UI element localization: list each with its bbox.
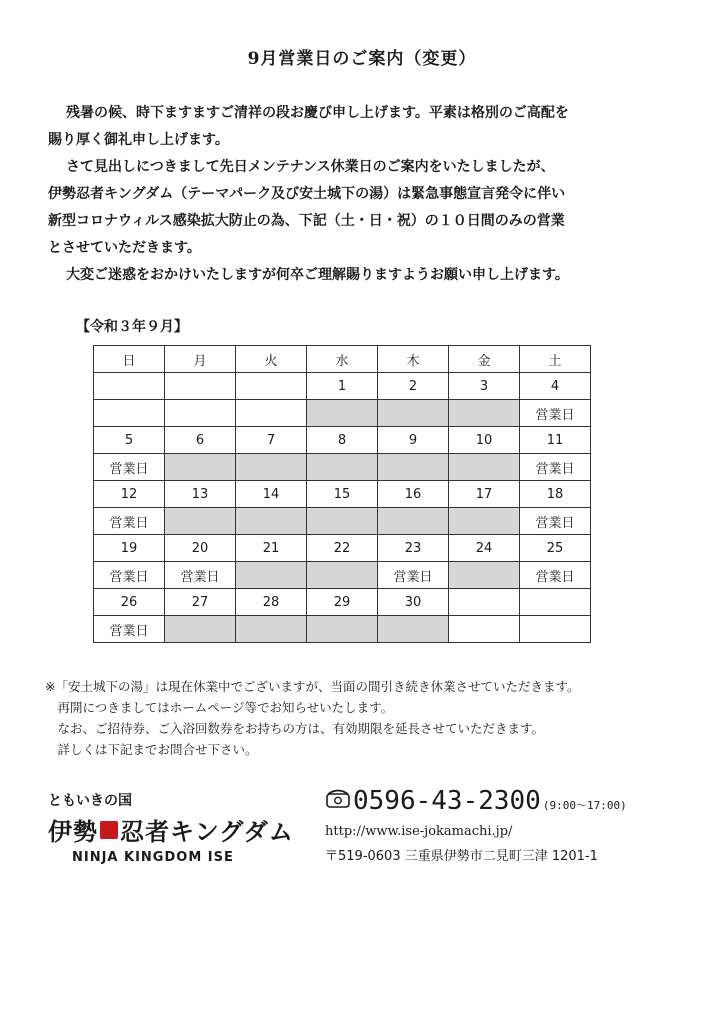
calendar-status-cell <box>307 616 378 643</box>
calendar-date-cell: 15 <box>307 481 378 508</box>
phone-number: 0596-43-2300 <box>353 786 541 816</box>
website-url[interactable]: http://www.ise-jokamachi.jp/ <box>325 824 513 839</box>
calendar-date-cell: 23 <box>378 535 449 562</box>
calendar-status-cell: 営業日 <box>165 562 236 589</box>
calendar-status-cell <box>236 562 307 589</box>
body-line: 賜り厚く御礼申し上げます。 <box>48 132 229 148</box>
telephone-icon <box>325 787 351 809</box>
calendar-date-cell: 9 <box>378 427 449 454</box>
body-line: 伊勢忍者キングダム（テーマパーク及び安土城下の湯）は緊急事態宣言発令に伴い <box>48 186 566 202</box>
calendar-date-cell: 29 <box>307 589 378 616</box>
calendar-date-row <box>94 481 591 508</box>
ninja-mark-icon <box>100 821 118 839</box>
calendar-date-cell: 5 <box>94 427 165 454</box>
calendar-status-row <box>94 562 591 589</box>
calendar-status-cell <box>165 616 236 643</box>
calendar-status-cell <box>520 616 591 643</box>
calendar-status-cell <box>449 400 520 427</box>
business-calendar <box>93 345 591 643</box>
calendar-status-cell <box>165 400 236 427</box>
logo-english: NINJA KINGDOM ISE <box>72 850 234 865</box>
calendar-status-cell <box>307 562 378 589</box>
calendar-status-cell <box>449 616 520 643</box>
weekday-header: 水 <box>307 346 378 373</box>
calendar-date-row <box>94 589 591 616</box>
calendar-status-cell <box>449 454 520 481</box>
calendar-date-row <box>94 427 591 454</box>
calendar-status-cell <box>307 508 378 535</box>
calendar-date-row <box>94 535 591 562</box>
logo-name-left: 伊勢 <box>48 818 98 846</box>
weekday-header: 火 <box>236 346 307 373</box>
calendar-status-cell <box>378 400 449 427</box>
calendar-date-cell <box>449 589 520 616</box>
calendar-status-cell <box>165 454 236 481</box>
calendar-status-cell <box>378 616 449 643</box>
calendar-date-cell: 30 <box>378 589 449 616</box>
calendar-status-cell <box>307 400 378 427</box>
weekday-header: 日 <box>94 346 165 373</box>
calendar-date-cell: 2 <box>378 373 449 400</box>
business-hours: (9:00～17:00) <box>542 799 627 812</box>
calendar-date-cell: 17 <box>449 481 520 508</box>
calendar-status-cell <box>165 508 236 535</box>
note-line: 再開につきましてはホームページ等でお知らせいたします。 <box>45 700 394 715</box>
calendar-status-cell <box>378 454 449 481</box>
ninja-kingdom-logo <box>48 790 298 865</box>
intro-text <box>48 100 688 289</box>
calendar-status-cell <box>236 616 307 643</box>
body-line: 新型コロナウィルス感染拡大防止の為、下記（土・日・祝）の１０日間のみの営業 <box>48 213 565 229</box>
weekday-header: 月 <box>165 346 236 373</box>
calendar-status-cell <box>94 400 165 427</box>
calendar-date-cell: 20 <box>165 535 236 562</box>
calendar-status-cell <box>449 508 520 535</box>
calendar-date-cell: 21 <box>236 535 307 562</box>
note-line: なお、ご招待券、ご入浴回数券をお持ちの方は、有効期限を延長させていただきます。 <box>45 721 545 736</box>
logo-tagline: ともいきの国 <box>48 793 132 809</box>
calendar-date-cell: 10 <box>449 427 520 454</box>
phone-line <box>325 786 705 816</box>
page-title: 9月営業日のご案内（変更） <box>247 49 477 69</box>
calendar-status-cell <box>236 454 307 481</box>
calendar-date-cell: 16 <box>378 481 449 508</box>
calendar-status-row <box>94 454 591 481</box>
weekday-header: 土 <box>520 346 591 373</box>
calendar-status-cell: 営業日 <box>520 454 591 481</box>
contact-info <box>325 786 705 864</box>
calendar-status-cell: 営業日 <box>520 562 591 589</box>
calendar-date-cell: 24 <box>449 535 520 562</box>
body-line: 大変ご迷惑をおかけいたしますが何卒ご理解賜りますようお願い申し上げます。 <box>66 267 569 283</box>
calendar-date-row <box>94 373 591 400</box>
calendar-date-cell: 1 <box>307 373 378 400</box>
note-line: 詳しくは下記までお問合せ下さい。 <box>45 742 258 757</box>
calendar-status-cell: 営業日 <box>520 400 591 427</box>
calendar-date-cell: 13 <box>165 481 236 508</box>
calendar-date-cell: 28 <box>236 589 307 616</box>
calendar-status-cell <box>378 508 449 535</box>
body-line: 残暑の候、時下ますますご清祥の段お慶び申し上げます。平素は格別のご高配を <box>66 105 569 121</box>
calendar-status-cell <box>307 454 378 481</box>
calendar-status-cell <box>449 562 520 589</box>
calendar-date-cell: 22 <box>307 535 378 562</box>
body-line: とさせていただきます。 <box>48 240 201 256</box>
postal-address: 〒519-0603 三重県伊勢市二見町三津 1201-1 <box>325 849 598 864</box>
notes <box>45 676 579 760</box>
calendar-status-row <box>94 616 591 643</box>
calendar-date-cell: 6 <box>165 427 236 454</box>
calendar-status-row <box>94 508 591 535</box>
calendar-date-cell: 14 <box>236 481 307 508</box>
calendar-date-cell: 26 <box>94 589 165 616</box>
calendar-date-cell: 18 <box>520 481 591 508</box>
calendar-status-row <box>94 400 591 427</box>
calendar-date-cell <box>236 373 307 400</box>
calendar-date-cell: 3 <box>449 373 520 400</box>
weekday-header: 金 <box>449 346 520 373</box>
note-line: ※「安土城下の湯」は現在休業中でございますが、当面の間引き続き休業させていただきます。 <box>45 679 580 694</box>
calendar-heading: 【令和３年９月】 <box>76 319 188 335</box>
logo-name <box>48 812 298 847</box>
weekday-header-row <box>94 346 591 373</box>
calendar-date-cell: 11 <box>520 427 591 454</box>
calendar-status-cell: 営業日 <box>94 562 165 589</box>
calendar-date-cell: 4 <box>520 373 591 400</box>
calendar-status-cell: 営業日 <box>94 616 165 643</box>
calendar-status-cell: 営業日 <box>378 562 449 589</box>
calendar-status-cell <box>236 400 307 427</box>
calendar-date-cell: 19 <box>94 535 165 562</box>
body-line: さて見出しにつきまして先日メンテナンス休業日のご案内をいたしましたが、 <box>66 159 555 175</box>
calendar-date-cell <box>520 589 591 616</box>
calendar-date-cell <box>165 373 236 400</box>
calendar-date-cell: 12 <box>94 481 165 508</box>
calendar-status-cell: 営業日 <box>94 454 165 481</box>
calendar-status-cell: 営業日 <box>94 508 165 535</box>
calendar-date-cell: 25 <box>520 535 591 562</box>
calendar-status-cell: 営業日 <box>520 508 591 535</box>
logo-name-right: 忍者キングダム <box>120 818 294 846</box>
calendar-date-cell: 7 <box>236 427 307 454</box>
calendar-status-cell <box>236 508 307 535</box>
calendar-date-cell <box>94 373 165 400</box>
calendar-date-cell: 27 <box>165 589 236 616</box>
weekday-header: 木 <box>378 346 449 373</box>
calendar-date-cell: 8 <box>307 427 378 454</box>
calendar-body <box>94 373 591 643</box>
